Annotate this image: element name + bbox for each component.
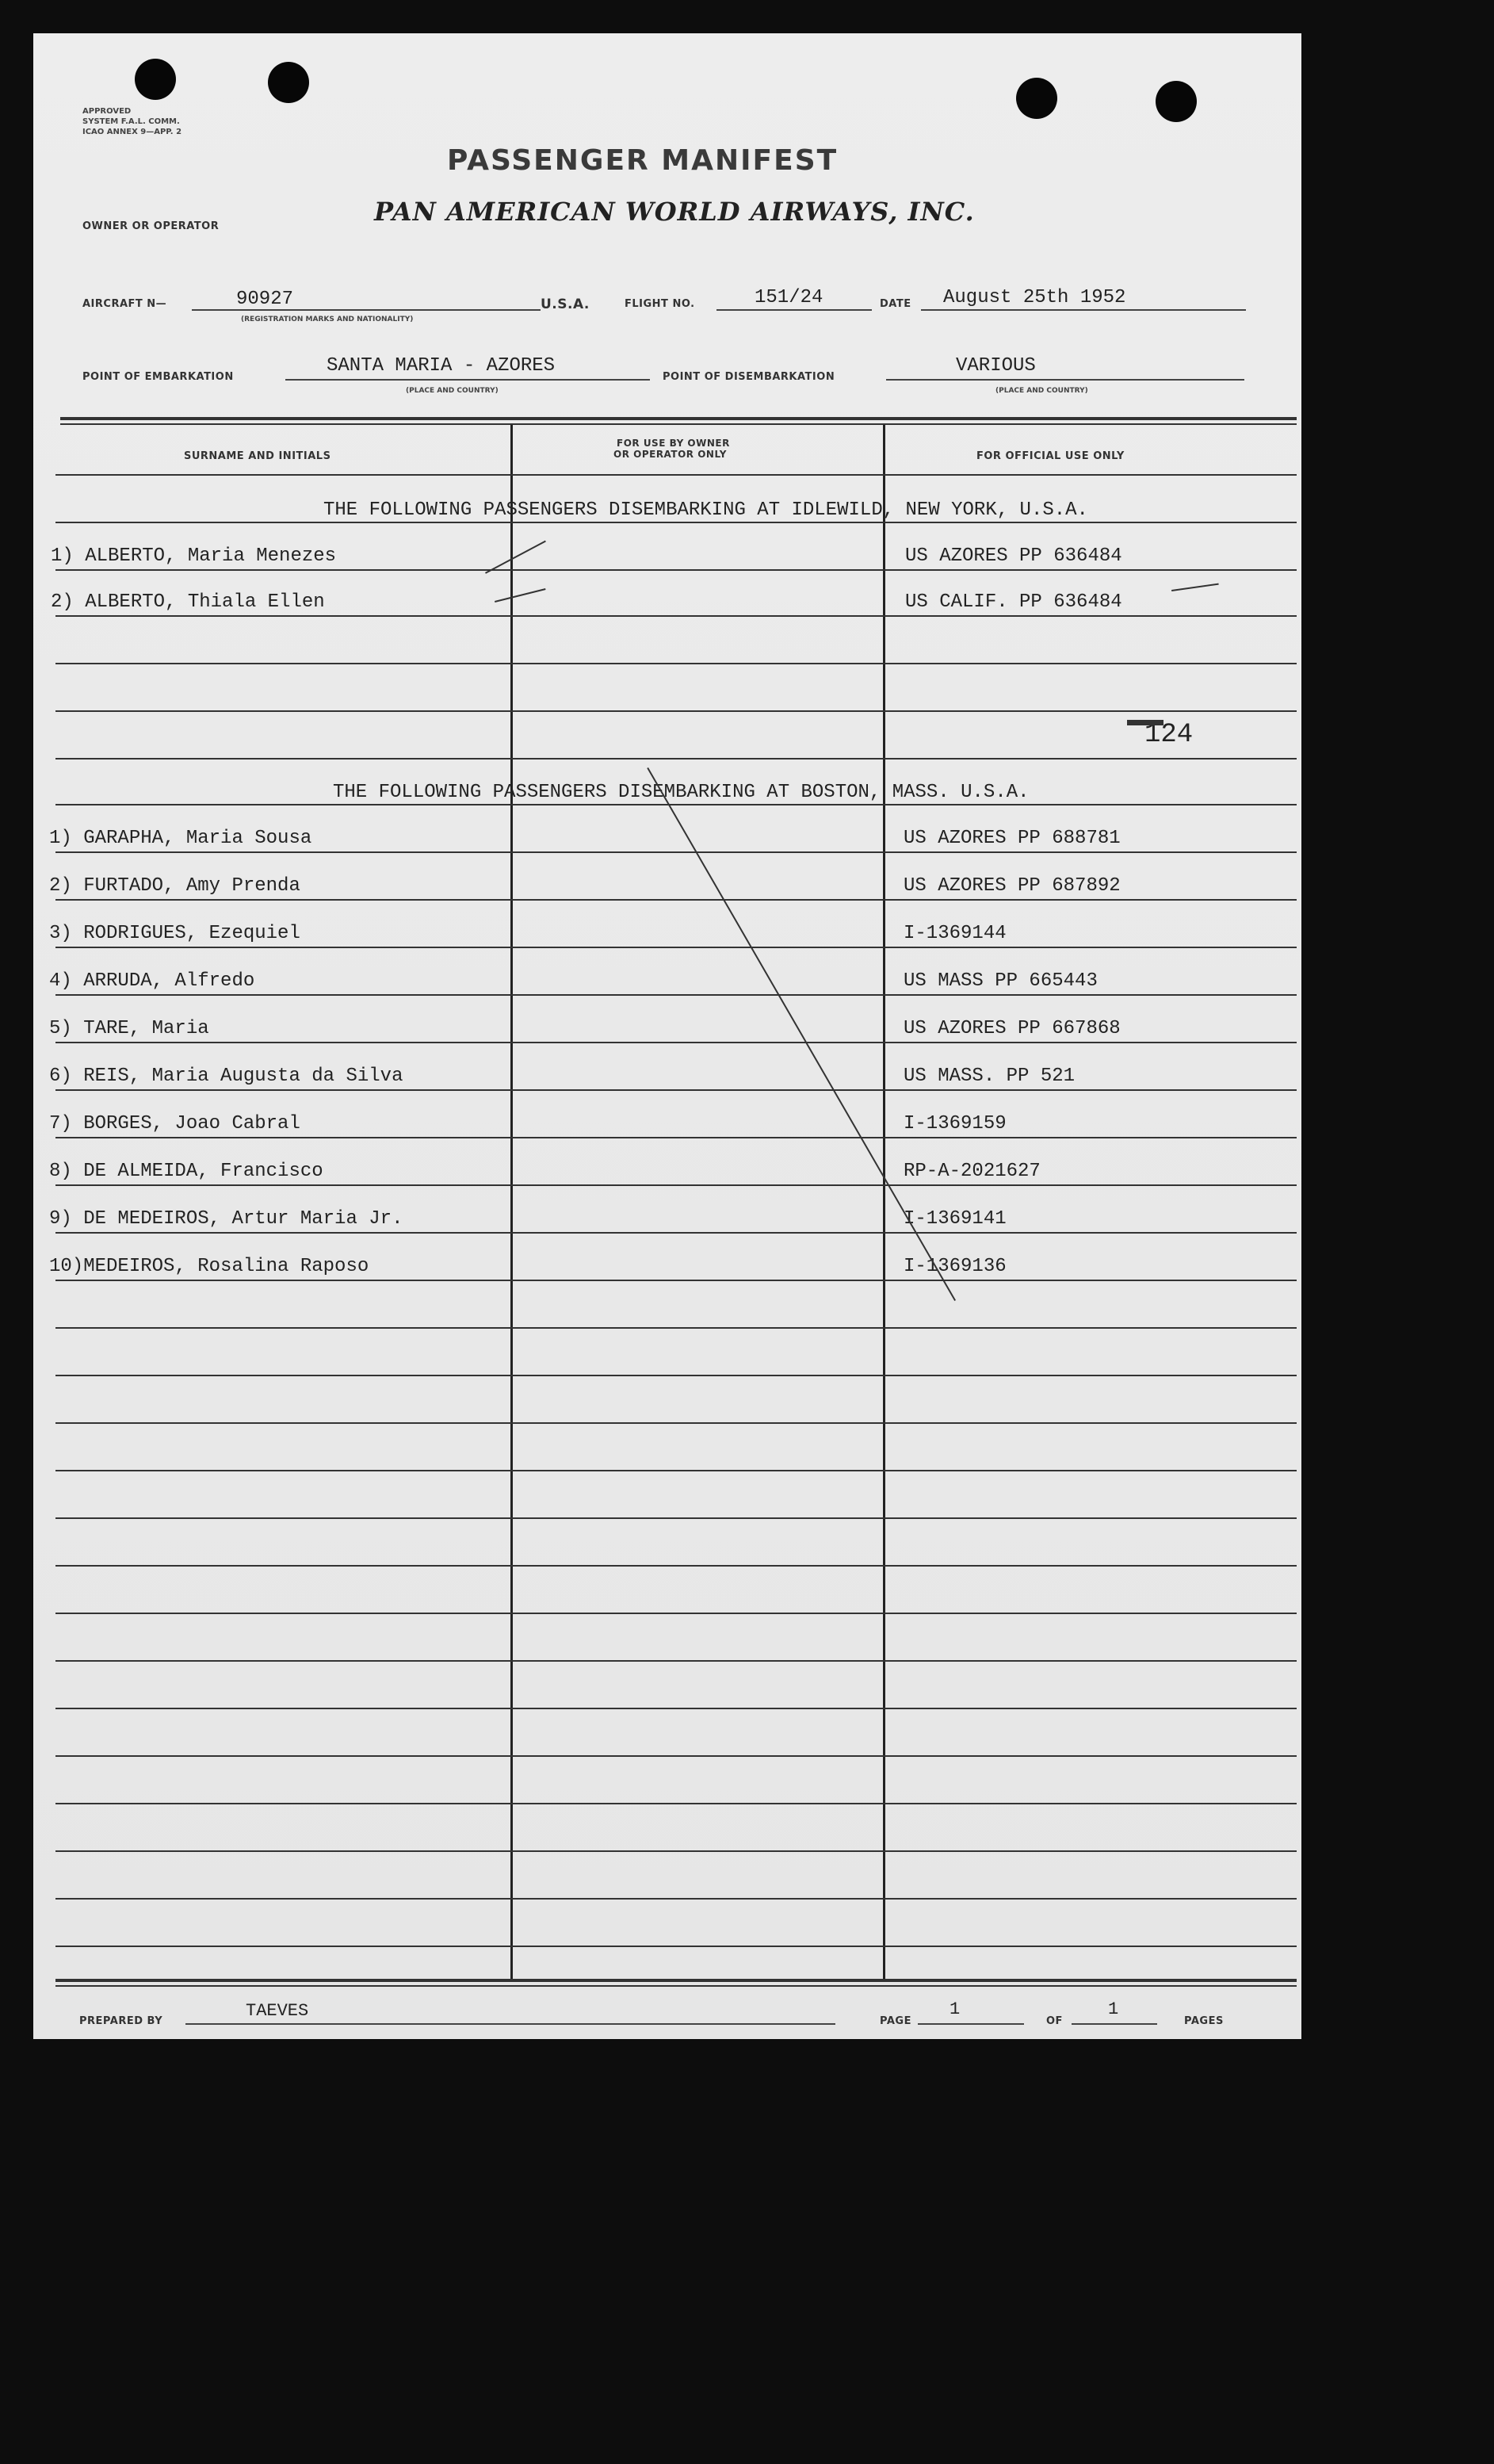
official-entry: US AZORES PP 688781 (904, 828, 1121, 849)
row-rule (55, 663, 1297, 664)
official-entry: US MASS. PP 521 (904, 1066, 1076, 1087)
row-rule (55, 1232, 1297, 1234)
page-title: PASSENGER MANIFEST (447, 144, 839, 177)
row-rule (55, 1803, 1297, 1804)
pages-total-value: 1 (1108, 1999, 1119, 2019)
punch-hole (268, 62, 309, 103)
disembarkation-label: POINT OF DISEMBARKATION (663, 371, 835, 383)
row-rule (55, 1042, 1297, 1043)
row-rule (55, 1089, 1297, 1091)
date-underline (921, 309, 1246, 311)
official-entry: RP-A-2021627 (904, 1161, 1041, 1182)
passenger-name: 1) GARAPHA, Maria Sousa (49, 828, 312, 849)
approval-line: SYSTEM F.A.L. COMM. (82, 117, 180, 126)
date-value: August 25th 1952 (943, 287, 1126, 308)
column-divider (883, 425, 885, 1979)
row-rule (55, 474, 1297, 476)
official-entry: US AZORES PP 667868 (904, 1018, 1121, 1039)
column-header-owner-1: FOR USE BY OWNER (617, 438, 730, 449)
row-rule (55, 1755, 1297, 1757)
of-label: OF (1046, 2015, 1063, 2027)
aircraft-label: AIRCRAFT N— (82, 298, 167, 310)
official-entry: I-1369144 (904, 923, 1007, 944)
pen-mark (1171, 583, 1219, 591)
embarkation-label: POINT OF EMBARKATION (82, 371, 234, 383)
table-top-rule (60, 417, 1297, 420)
row-rule (55, 758, 1297, 759)
table-top-rule-2 (60, 423, 1297, 425)
passenger-name: 8) DE ALMEIDA, Francisco (49, 1161, 323, 1182)
row-rule (55, 1660, 1297, 1662)
passenger-name: 6) REIS, Maria Augusta da Silva (49, 1066, 403, 1087)
row-rule (55, 1422, 1297, 1424)
pen-mark (495, 588, 546, 603)
punch-hole (135, 59, 176, 100)
row-rule (55, 899, 1297, 901)
row-rule (55, 1137, 1297, 1138)
aircraft-value: 90927 (236, 289, 294, 310)
pen-mark (1127, 720, 1163, 725)
row-rule (55, 851, 1297, 853)
official-entry: I-1369136 (904, 1256, 1007, 1277)
row-rule (55, 615, 1297, 617)
passenger-name: 4) ARRUDA, Alfredo (49, 970, 255, 992)
page-underline (918, 2023, 1024, 2025)
passenger-name: 2) ALBERTO, Thiala Ellen (51, 591, 325, 613)
embarkation-underline (285, 379, 650, 381)
row-rule (55, 804, 1297, 805)
disembarkation-caption: (PLACE AND COUNTRY) (995, 387, 1088, 395)
official-entry: US MASS PP 665443 (904, 970, 1098, 992)
passenger-name: 1) ALBERTO, Maria Menezes (51, 545, 337, 567)
prepared-label: PREPARED BY (79, 2015, 163, 2027)
row-rule (55, 710, 1297, 712)
approval-line: APPROVED (82, 107, 132, 116)
table-bottom-rule-2 (55, 1985, 1297, 1987)
column-header-surname: SURNAME AND INITIALS (184, 450, 331, 462)
owner-label: OWNER OR OPERATOR (82, 220, 220, 232)
section-heading-boston: THE FOLLOWING PASSENGERS DISEMBARKING AT BOSTON, MASS. U.S.A. (333, 782, 1030, 803)
row-rule (55, 1565, 1297, 1567)
flight-value: 151/24 (755, 287, 823, 308)
official-entry: US AZORES PP 687892 (904, 875, 1121, 897)
row-rule (55, 1470, 1297, 1471)
flight-underline (716, 309, 872, 311)
nationality-label: U.S.A. (541, 297, 590, 312)
annotation-number: 124 (1144, 720, 1194, 750)
aircraft-underline (192, 309, 541, 311)
row-rule (55, 1850, 1297, 1852)
passenger-name: 3) RODRIGUES, Ezequiel (49, 923, 300, 944)
table-bottom-rule (55, 1979, 1297, 1982)
column-header-owner-2: OR OPERATOR ONLY (613, 449, 727, 460)
approval-stamp (82, 106, 181, 137)
official-entry: US CALIF. PP 636484 (905, 591, 1122, 613)
row-rule (55, 1898, 1297, 1900)
punch-hole (1156, 81, 1197, 122)
row-rule (55, 1517, 1297, 1519)
pages-underline (1072, 2023, 1157, 2025)
registration-caption: (REGISTRATION MARKS AND NATIONALITY) (241, 316, 414, 323)
operator-name: PAN AMERICAN WORLD AIRWAYS, INC. (374, 197, 975, 227)
page-value: 1 (950, 1999, 961, 2019)
embarkation-value: SANTA MARIA - AZORES (327, 355, 556, 377)
passenger-name: 7) BORGES, Joao Cabral (49, 1113, 300, 1134)
passenger-name: 5) TARE, Maria (49, 1018, 209, 1039)
official-entry: I-1369159 (904, 1113, 1007, 1134)
row-rule (55, 1327, 1297, 1329)
official-entry: I-1369141 (904, 1208, 1007, 1230)
row-rule (55, 522, 1297, 523)
flight-label: FLIGHT NO. (625, 298, 695, 310)
passenger-name: 2) FURTADO, Amy Prenda (49, 875, 300, 897)
date-label: DATE (880, 298, 911, 310)
column-header-official: FOR OFFICIAL USE ONLY (976, 450, 1125, 462)
section-heading-idlewild: THE FOLLOWING PASSENGERS DISEMBARKING AT IDLEWILD, NEW YORK, U.S.A. (323, 499, 1088, 521)
disembarkation-underline (886, 379, 1244, 381)
manifest-page (33, 33, 1301, 2039)
passenger-name: 9) DE MEDEIROS, Artur Maria Jr. (49, 1208, 403, 1230)
row-rule (55, 1708, 1297, 1709)
embarkation-caption: (PLACE AND COUNTRY) (406, 387, 499, 395)
row-rule (55, 1184, 1297, 1186)
column-divider (510, 425, 513, 1979)
approval-line: ICAO ANNEX 9—APP. 2 (82, 128, 182, 136)
prepared-by-value: TAEVES (246, 2001, 309, 2021)
page-label: PAGE (880, 2015, 911, 2027)
pages-label: PAGES (1184, 2015, 1224, 2027)
row-rule (55, 994, 1297, 996)
row-rule (55, 569, 1297, 571)
passenger-name: 10)MEDEIROS, Rosalina Raposo (49, 1256, 369, 1277)
row-rule (55, 1946, 1297, 1947)
row-rule (55, 1280, 1297, 1281)
row-rule (55, 1375, 1297, 1376)
row-rule (55, 947, 1297, 948)
official-entry: US AZORES PP 636484 (905, 545, 1122, 567)
prepared-underline (185, 2023, 835, 2025)
disembarkation-value: VARIOUS (956, 355, 1036, 377)
row-rule (55, 1613, 1297, 1614)
punch-hole (1016, 78, 1057, 119)
